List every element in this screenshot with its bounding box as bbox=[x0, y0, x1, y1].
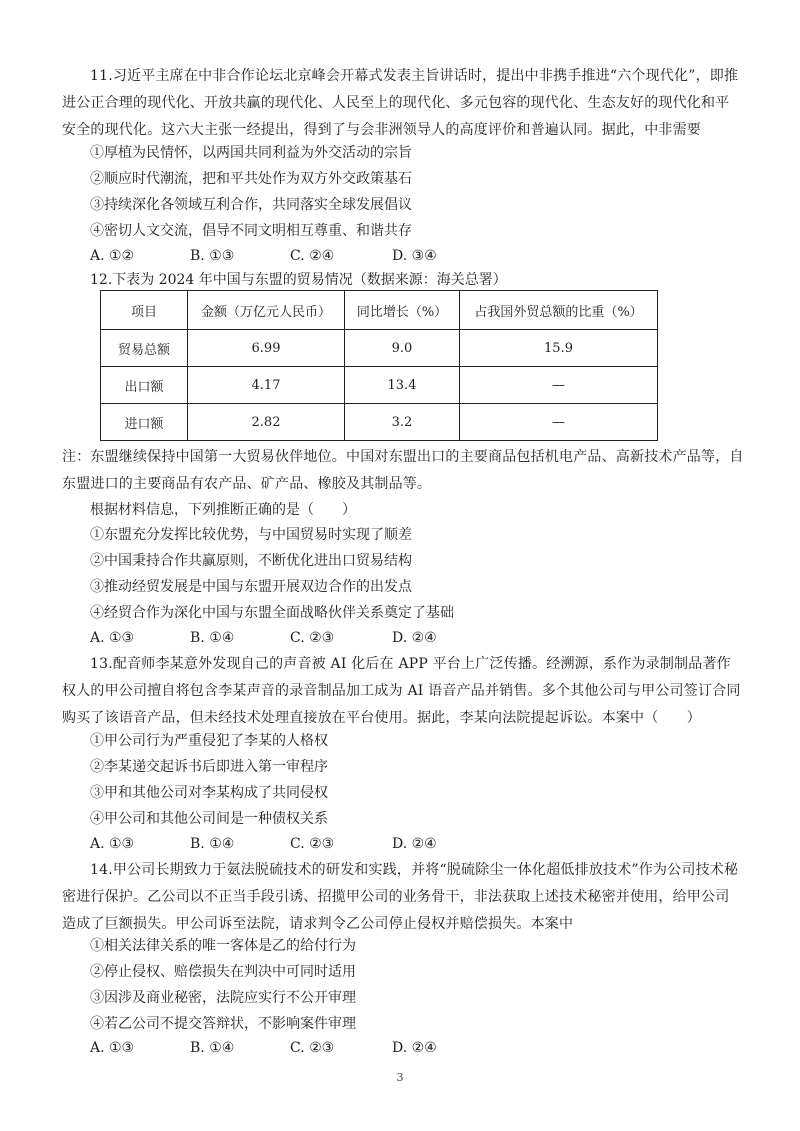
q13-stem: 13.配音师李某意外发现自己的声音被 AI 化后在 APP 平台上广泛传播。经溯源，系作为录制制品著作权人的甲公司擅自将包含李某声音的录音制品加工成为 AI 语音产品并销售。多个其他公司与甲公司签订合同购买了该语音产品，但未经技术处理直接放在平台使用。据此，李某向法院提起诉讼。本案中（ ） bbox=[62, 656, 741, 726]
q12-note: 注：东盟继续保持中国第一大贸易伙伴地位。中国对东盟出口的主要商品包括机电产品、高新技术产品等，自东盟进口的主要商品有农产品、矿产品、橡胶及其制品等。 bbox=[62, 449, 744, 492]
q11-option-3: ③持续深化各领域互利合作，共同落实全球发展倡议 bbox=[90, 197, 412, 213]
q12-choice-a: A. ①③ bbox=[90, 630, 135, 646]
table-cell: 6.99 bbox=[188, 330, 345, 367]
page-number: 3 bbox=[396, 1071, 404, 1084]
q14-choice-c: C. ②③ bbox=[290, 1040, 335, 1056]
table-cell: 13.4 bbox=[345, 367, 460, 404]
table-row bbox=[101, 404, 658, 441]
q14-option-2: ②停止侵权、赔偿损失在判决中可同时适用 bbox=[90, 964, 356, 980]
q14-choice-b: B. ①④ bbox=[190, 1040, 235, 1056]
table-cell: 贸易总额 bbox=[101, 330, 188, 367]
q12-choice-c: C. ②③ bbox=[290, 630, 335, 646]
q12-option-3: ③推动经贸发展是中国与东盟开展双边合作的出发点 bbox=[90, 579, 412, 595]
table-header: 金额（万亿元人民币） bbox=[188, 291, 345, 330]
q14-choice-d: D. ②④ bbox=[392, 1040, 437, 1056]
q13-option-1: ①甲公司行为严重侵犯了李某的人格权 bbox=[90, 733, 328, 749]
table-cell: 15.9 bbox=[460, 330, 658, 367]
q14-option-4: ④若乙公司不提交答辩状，不影响案件审理 bbox=[90, 1016, 356, 1032]
q14-option-3: ③因涉及商业秘密，法院应实行不公开审理 bbox=[90, 990, 356, 1006]
table-cell: 9.0 bbox=[345, 330, 460, 367]
q12-choice-b: B. ①④ bbox=[190, 630, 235, 646]
q14-choices bbox=[90, 1038, 550, 1060]
table-header: 占我国外贸总额的比重（%） bbox=[460, 291, 658, 330]
table-cell: 出口额 bbox=[101, 367, 188, 404]
q11-choice-a: A. ①② bbox=[90, 248, 135, 264]
q11-option-2: ②顺应时代潮流，把和平共处作为双方外交政策基石 bbox=[90, 171, 412, 187]
q12-choice-d: D. ②④ bbox=[392, 630, 437, 646]
q13-choice-d: D. ②④ bbox=[392, 836, 437, 852]
table-header: 同比增长（%） bbox=[345, 291, 460, 330]
q12-choices bbox=[90, 628, 550, 650]
table-header-row bbox=[101, 291, 658, 330]
q12-option-1: ①东盟充分发挥比较优势，与中国贸易时实现了顺差 bbox=[90, 527, 412, 543]
q11-choices bbox=[90, 246, 550, 268]
table-cell: 3.2 bbox=[345, 404, 460, 441]
q11-choice-d: D. ③④ bbox=[392, 248, 437, 264]
q13-choice-a: A. ①③ bbox=[90, 836, 135, 852]
q11-stem: 11.习近平主席在中非合作论坛北京峰会开幕式发表主旨讲话时，提出中非携手推进“六个现代化”，即推进公正合理的现代化、开放共赢的现代化、人民至上的现代化、多元包容的现代化、生态友好的现代化和平安全的现代化。这六大主张一经提出，得到了与会非洲领导人的高度评价和普遍认同。据此，中非需要 bbox=[62, 68, 739, 138]
q13-choice-c: C. ②③ bbox=[290, 836, 335, 852]
q14-option-1: ①相关法律关系的唯一客体是乙的给付行为 bbox=[90, 938, 356, 954]
q11-option-1: ①厚植为民情怀，以两国共同利益为外交活动的宗旨 bbox=[90, 145, 412, 161]
trade-table bbox=[100, 290, 658, 441]
q12-option-2: ②中国秉持合作共赢原则，不断优化进出口贸易结构 bbox=[90, 553, 412, 569]
q14-choice-a: A. ①③ bbox=[90, 1040, 135, 1056]
table-row bbox=[101, 367, 658, 404]
q13-option-3: ③甲和其他公司对李某构成了共同侵权 bbox=[90, 785, 328, 801]
q12-option-4: ④经贸合作为深化中国与东盟全面战略伙伴关系奠定了基础 bbox=[90, 605, 454, 621]
q12-stem: 12.下表为 2024 年中国与东盟的贸易情况（数据来源：海关总署） bbox=[90, 272, 507, 288]
q12-question: 根据材料信息，下列推断正确的是（ ） bbox=[90, 502, 356, 518]
table-cell: 2.82 bbox=[188, 404, 345, 441]
table-cell: 4.17 bbox=[188, 367, 345, 404]
q13-option-4: ④甲公司和其他公司间是一种债权关系 bbox=[90, 811, 328, 827]
q11-option-4: ④密切人文交流，倡导不同文明相互尊重、和谐共存 bbox=[90, 223, 412, 239]
table-cell: 进口额 bbox=[101, 404, 188, 441]
q11-choice-c: C. ②④ bbox=[290, 248, 335, 264]
table-cell: — bbox=[460, 367, 658, 404]
table-row bbox=[101, 330, 658, 367]
table-cell: — bbox=[460, 404, 658, 441]
q14-stem: 14.甲公司长期致力于氨法脱硫技术的研发和实践，并将“脱硫除尘一体化超低排放技术”作为公司技术秘密进行保护。乙公司以不正当手段引诱、招揽甲公司的业务骨干，非法获取上述技术秘密并使用，给甲公司造成了巨额损失。甲公司诉至法院，请求判令乙公司停止侵权并赔偿损失。本案中 bbox=[62, 862, 739, 932]
table-header: 项目 bbox=[101, 291, 188, 330]
q13-choices bbox=[90, 834, 550, 856]
q13-option-2: ②李某递交起诉书后即进入第一审程序 bbox=[90, 759, 328, 775]
q13-choice-b: B. ①④ bbox=[190, 836, 235, 852]
q11-choice-b: B. ①③ bbox=[190, 248, 235, 264]
